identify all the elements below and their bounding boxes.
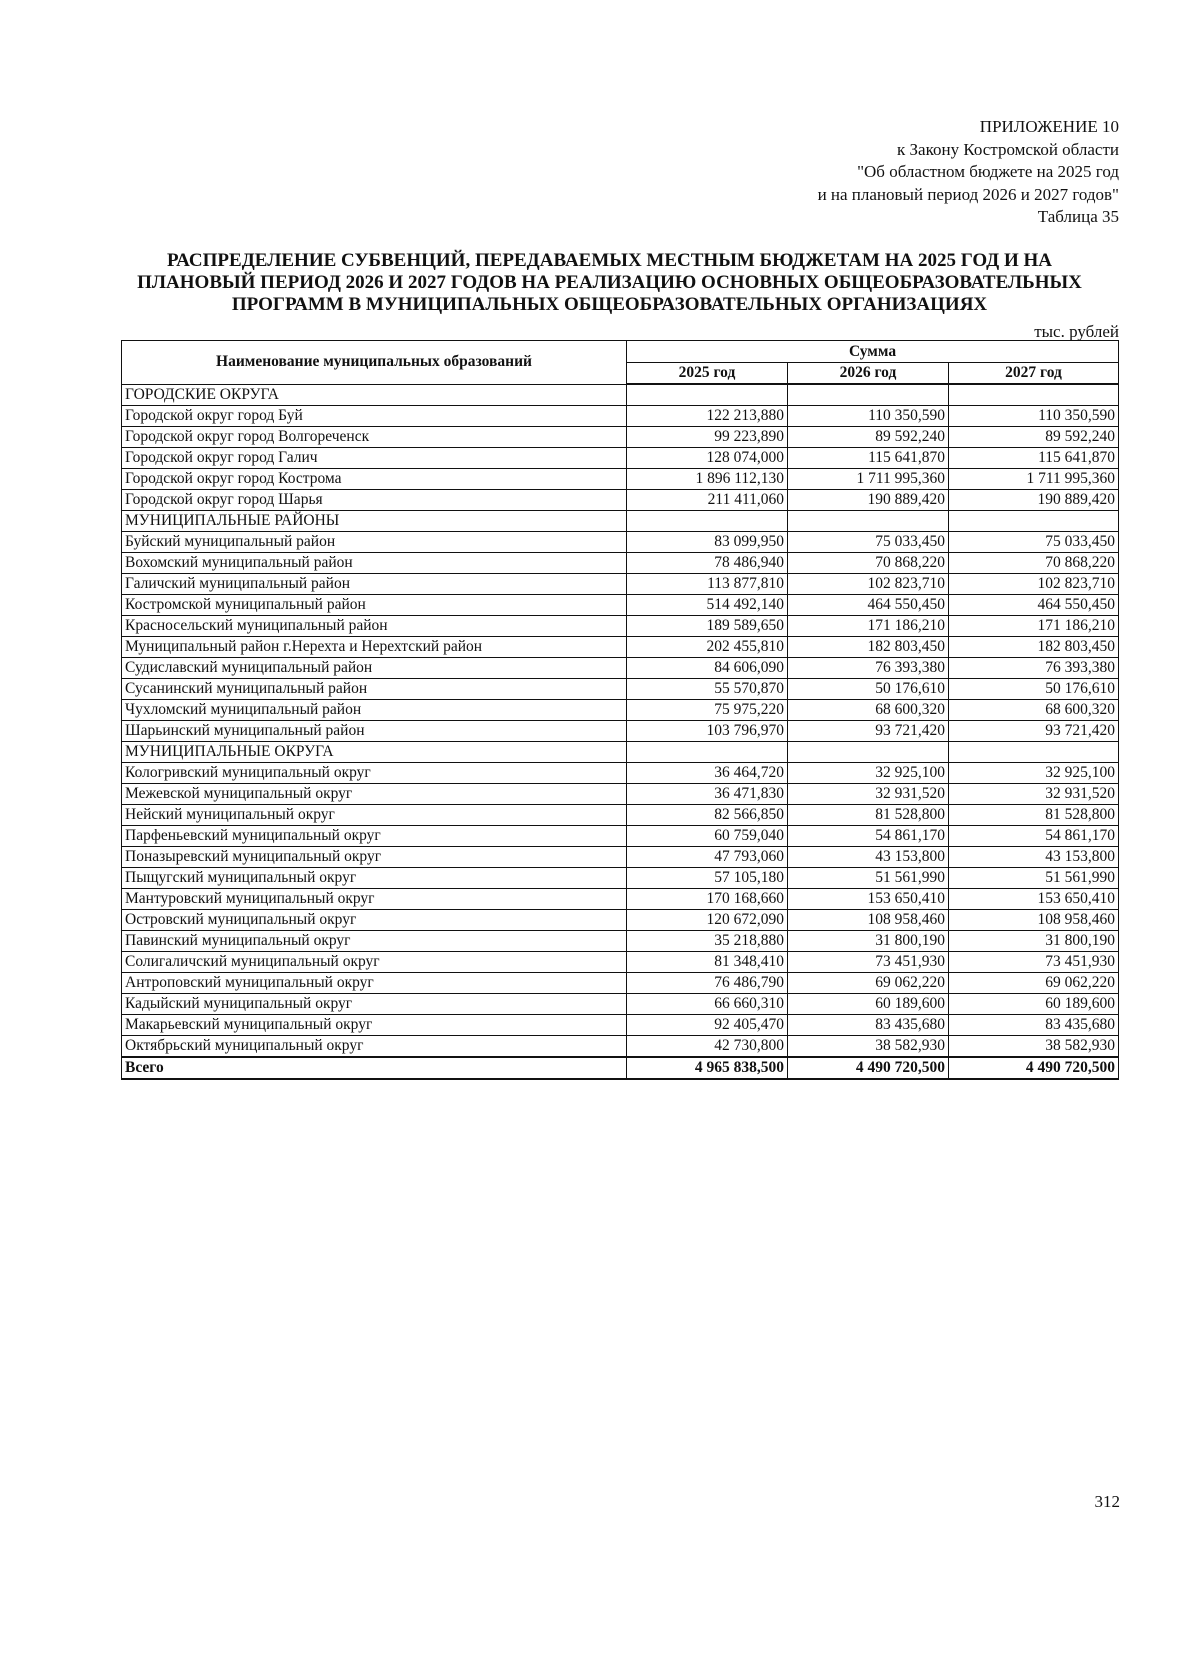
amount-2025: 47 793,060 [627,847,788,868]
amount-2026 [788,384,949,406]
table-row [122,931,1119,952]
section-title: ГОРОДСКИЕ ОКРУГА [122,384,627,406]
municipality-name: Островский муниципальный округ [122,910,627,931]
municipality-name: Городской округ город Буй [122,406,627,427]
amount-2027: 70 868,220 [949,553,1119,574]
amount-2026: 108 958,460 [788,910,949,931]
amount-2027: 76 393,380 [949,658,1119,679]
section-row [122,742,1119,763]
amount-2026: 153 650,410 [788,889,949,910]
section-title: МУНИЦИПАЛЬНЫЕ ОКРУГА [122,742,627,763]
table-row [122,763,1119,784]
municipality-name: Красносельский муниципальный район [122,616,627,637]
amount-2027: 68 600,320 [949,700,1119,721]
amount-2025: 75 975,220 [627,700,788,721]
amount-2026: 50 176,610 [788,679,949,700]
municipality-name: Макарьевский муниципальный округ [122,1015,627,1036]
amount-2027: 110 350,590 [949,406,1119,427]
table-row [122,427,1119,448]
amount-2026: 60 189,600 [788,994,949,1015]
appendix-law-title-1: "Об областном бюджете на 2025 год [857,162,1119,181]
municipality-name: Кадыйский муниципальный округ [122,994,627,1015]
municipality-name: Пыщугский муниципальный округ [122,868,627,889]
amount-2025: 92 405,470 [627,1015,788,1036]
amount-2027: 50 176,610 [949,679,1119,700]
total-label: Всего [122,1057,627,1079]
amount-2026: 83 435,680 [788,1015,949,1036]
table-row [122,1015,1119,1036]
amount-2027: 38 582,930 [949,1036,1119,1058]
table-row [122,700,1119,721]
table-row [122,679,1119,700]
amount-2027: 32 931,520 [949,784,1119,805]
amount-2025 [627,384,788,406]
amount-2025: 1 896 112,130 [627,469,788,490]
amount-2025: 128 074,000 [627,448,788,469]
amount-2026: 54 861,170 [788,826,949,847]
municipality-name: Межевской муниципальный округ [122,784,627,805]
municipality-name: Октябрьский муниципальный округ [122,1036,627,1058]
table-row [122,868,1119,889]
municipality-name: Нейский муниципальный округ [122,805,627,826]
municipality-name: Поназыревский муниципальный округ [122,847,627,868]
municipality-name: Мантуровский муниципальный округ [122,889,627,910]
amount-2026: 110 350,590 [788,406,949,427]
amount-2026: 190 889,420 [788,490,949,511]
header-year-2026: 2026 год [788,363,949,385]
table-body [122,384,1119,1057]
appendix-header [818,116,1119,229]
amount-2027: 190 889,420 [949,490,1119,511]
amount-2026: 70 868,220 [788,553,949,574]
amount-2027: 81 528,800 [949,805,1119,826]
municipality-name: Буйский муниципальный район [122,532,627,553]
amount-2026: 102 823,710 [788,574,949,595]
amount-2026: 73 451,930 [788,952,949,973]
table-row [122,847,1119,868]
amount-2025: 514 492,140 [627,595,788,616]
amount-2027: 93 721,420 [949,721,1119,742]
table-row [122,532,1119,553]
amount-2025: 66 660,310 [627,994,788,1015]
amount-2025: 202 455,810 [627,637,788,658]
municipality-name: Кологривский муниципальный округ [122,763,627,784]
amount-2026: 1 711 995,360 [788,469,949,490]
amount-2026: 89 592,240 [788,427,949,448]
amount-2027 [949,384,1119,406]
amount-2026: 43 153,800 [788,847,949,868]
table-row [122,805,1119,826]
amount-2027: 182 803,450 [949,637,1119,658]
amount-2025: 113 877,810 [627,574,788,595]
table-row [122,910,1119,931]
municipality-name: Парфеньевский муниципальный округ [122,826,627,847]
amount-2026: 68 600,320 [788,700,949,721]
amount-2027: 102 823,710 [949,574,1119,595]
amount-2025 [627,511,788,532]
amount-2025: 82 566,850 [627,805,788,826]
municipality-name: Чухломский муниципальный район [122,700,627,721]
total-2026: 4 490 720,500 [788,1057,949,1079]
municipality-name: Антроповский муниципальный округ [122,973,627,994]
document-title [112,250,1107,316]
table-row [122,889,1119,910]
amount-2027: 43 153,800 [949,847,1119,868]
amount-2026: 81 528,800 [788,805,949,826]
amount-2027: 153 650,410 [949,889,1119,910]
amount-2027: 31 800,190 [949,931,1119,952]
municipality-name: Вохомский муниципальный район [122,553,627,574]
table-row [122,574,1119,595]
amount-2027: 171 186,210 [949,616,1119,637]
section-row [122,384,1119,406]
title-line-1: РАСПРЕДЕЛЕНИЕ СУБВЕНЦИЙ, ПЕРЕДАВАЕМЫХ МЕСТНЫМ БЮДЖЕТАМ НА 2025 ГОД И НА [166,250,1053,271]
subvention-table [121,340,1119,1080]
amount-2026: 32 931,520 [788,784,949,805]
amount-2025: 36 471,830 [627,784,788,805]
units-label: тыс. рублей [1034,322,1119,341]
amount-2025: 170 168,660 [627,889,788,910]
table-row [122,448,1119,469]
amount-2026: 76 393,380 [788,658,949,679]
page-number: 312 [1094,1492,1120,1511]
municipality-name: Сусанинский муниципальный район [122,679,627,700]
table-row [122,637,1119,658]
appendix-law-title-2: и на плановый период 2026 и 2027 годов" [817,184,1119,204]
amount-2025: 84 606,090 [627,658,788,679]
header-sum: Сумма [627,341,1119,363]
amount-2026: 32 925,100 [788,763,949,784]
appendix-law: к Закону Костромской области [897,139,1119,159]
amount-2025: 42 730,800 [627,1036,788,1058]
appendix-number: ПРИЛОЖЕНИЕ 10 [979,117,1119,136]
amount-2026 [788,742,949,763]
amount-2027: 108 958,460 [949,910,1119,931]
amount-2025 [627,742,788,763]
amount-2027: 32 925,100 [949,763,1119,784]
table-row [122,616,1119,637]
amount-2027: 1 711 995,360 [949,469,1119,490]
header-year-2027: 2027 год [949,363,1119,385]
amount-2025: 120 672,090 [627,910,788,931]
amount-2027: 73 451,930 [949,952,1119,973]
table-row [122,826,1119,847]
amount-2026: 75 033,450 [788,532,949,553]
municipality-name: Городской округ город Кострома [122,469,627,490]
amount-2027: 69 062,220 [949,973,1119,994]
amount-2026: 69 062,220 [788,973,949,994]
total-2027: 4 490 720,500 [949,1057,1119,1079]
municipality-name: Городской округ город Шарья [122,490,627,511]
table-row [122,973,1119,994]
amount-2026: 93 721,420 [788,721,949,742]
title-line-2: ПЛАНОВЫЙ ПЕРИОД 2026 И 2027 ГОДОВ НА РЕАЛИЗАЦИЮ ОСНОВНЫХ ОБЩЕОБРАЗОВАТЕЛЬНЫХ [137,272,1082,293]
header-year-2025: 2025 год [627,363,788,385]
table-row [122,490,1119,511]
municipality-name: Шарьинский муниципальный район [122,721,627,742]
table-row [122,595,1119,616]
amount-2025: 55 570,870 [627,679,788,700]
amount-2027: 54 861,170 [949,826,1119,847]
amount-2026 [788,511,949,532]
municipality-name: Муниципальный район г.Нерехта и Нерехтский район [122,637,627,658]
table-row [122,406,1119,427]
municipality-name: Судиславский муниципальный район [122,658,627,679]
amount-2025: 36 464,720 [627,763,788,784]
amount-2025: 78 486,940 [627,553,788,574]
table-row [122,658,1119,679]
municipality-name: Солигаличский муниципальный округ [122,952,627,973]
table-row [122,784,1119,805]
amount-2027: 115 641,870 [949,448,1119,469]
amount-2026: 182 803,450 [788,637,949,658]
amount-2025: 83 099,950 [627,532,788,553]
municipality-name: Галичский муниципальный район [122,574,627,595]
total-2025: 4 965 838,500 [627,1057,788,1079]
table-row [122,721,1119,742]
municipality-name: Городской округ город Волгореченск [122,427,627,448]
amount-2027: 75 033,450 [949,532,1119,553]
amount-2025: 189 589,650 [627,616,788,637]
amount-2025: 103 796,970 [627,721,788,742]
amount-2026: 38 582,930 [788,1036,949,1058]
amount-2027 [949,742,1119,763]
header-name: Наименование муниципальных образований [122,341,627,385]
table-row [122,553,1119,574]
amount-2027: 89 592,240 [949,427,1119,448]
municipality-name: Костромской муниципальный район [122,595,627,616]
amount-2025: 81 348,410 [627,952,788,973]
amount-2025: 57 105,180 [627,868,788,889]
amount-2025: 76 486,790 [627,973,788,994]
amount-2027: 51 561,990 [949,868,1119,889]
table-row [122,952,1119,973]
municipality-name: Павинский муниципальный округ [122,931,627,952]
amount-2025: 122 213,880 [627,406,788,427]
table-number: Таблица 35 [1037,207,1119,226]
amount-2027 [949,511,1119,532]
total-row [122,1057,1119,1079]
amount-2025: 60 759,040 [627,826,788,847]
table-row [122,469,1119,490]
amount-2026: 115 641,870 [788,448,949,469]
amount-2026: 51 561,990 [788,868,949,889]
section-title: МУНИЦИПАЛЬНЫЕ РАЙОНЫ [122,511,627,532]
table-row [122,994,1119,1015]
amount-2025: 99 223,890 [627,427,788,448]
amount-2026: 31 800,190 [788,931,949,952]
amount-2026: 171 186,210 [788,616,949,637]
table-row [122,1036,1119,1058]
amount-2025: 211 411,060 [627,490,788,511]
title-line-3: ПРОГРАММ В МУНИЦИПАЛЬНЫХ ОБЩЕОБРАЗОВАТЕЛЬНЫХ ОРГАНИЗАЦИЯХ [231,294,988,315]
amount-2027: 83 435,680 [949,1015,1119,1036]
municipality-name: Городской округ город Галич [122,448,627,469]
section-row [122,511,1119,532]
amount-2026: 464 550,450 [788,595,949,616]
amount-2025: 35 218,880 [627,931,788,952]
amount-2027: 60 189,600 [949,994,1119,1015]
amount-2027: 464 550,450 [949,595,1119,616]
